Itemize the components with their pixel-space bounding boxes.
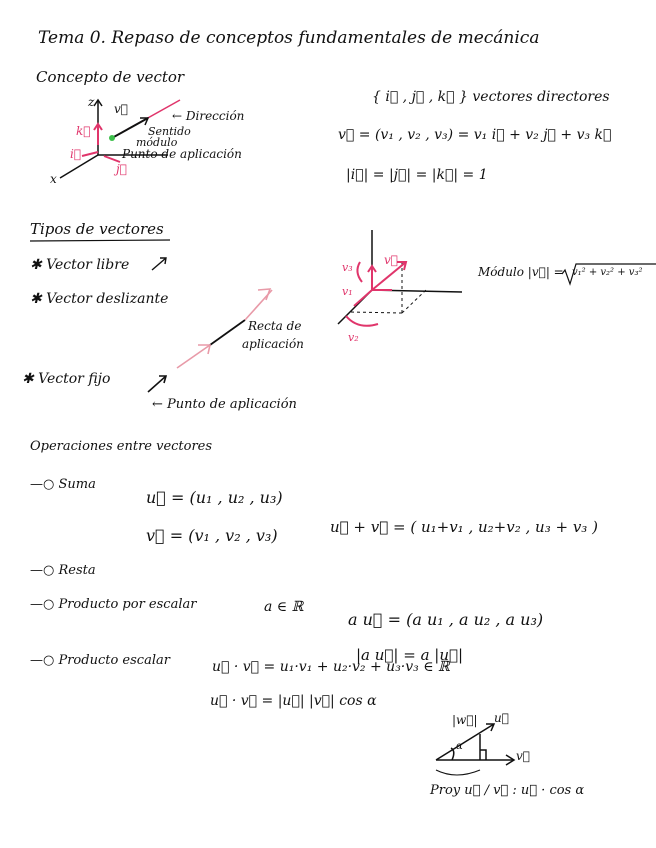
u-label-sketch: u⃗ (494, 711, 509, 725)
i-vector-label: i⃗ (70, 147, 82, 161)
v2-label: v₂ (348, 331, 359, 344)
au-norm: |a u⃗| = a |u⃗| (356, 646, 464, 664)
axes-sketch-2 (338, 230, 462, 324)
dot-cos: u⃗ · v⃗ = |u⃗| |v⃗| cos α (210, 693, 377, 709)
v-vector-label: v⃗ (114, 102, 128, 116)
axis-z-label: z (88, 95, 95, 109)
tipos-underline (30, 240, 170, 241)
v-vector-3d-label: v⃗ (384, 253, 398, 267)
vector-fijo-text: ✱ Vector fijo (22, 371, 111, 387)
suma-label: —○ Suma (30, 477, 96, 492)
j-vector-label: j⃗ (116, 162, 127, 176)
dot-definition: u⃗ · v⃗ = u₁·v₁ + u₂·v₂ + u₃·v₃ ∈ ℝ (212, 659, 450, 675)
components-sketch (346, 262, 406, 326)
proyeccion-formula: Proy u⃗ / v⃗ : u⃗ · cos α (430, 783, 585, 798)
unit-norm-formula: |i⃗| = |j⃗| = |k⃗| = 1 (346, 167, 488, 183)
modulo-formula-label: Módulo |v⃗| = (478, 265, 564, 279)
page-title: Tema 0. Repaso de conceptos fundamentales de mecánica (38, 28, 540, 48)
projection-sketch (436, 724, 514, 775)
direccion-label: ← Dirección (172, 109, 245, 123)
u-definition: u⃗ = (u₁ , u₂ , u₃) (146, 488, 283, 507)
punto-label: Punto de aplicación (122, 147, 242, 161)
modulo-label: módulo (136, 136, 178, 149)
k-vector-label: k⃗ (76, 124, 91, 138)
unit-vectors-text: { i⃗ , j⃗ , k⃗ } vectores directores (372, 89, 610, 105)
v-components-formula: v⃗ = (v₁ , v₂ , v₃) = v₁ i⃗ + v₂ j⃗ + v₃ k⃗ (338, 127, 612, 143)
projection-dashes (350, 262, 426, 313)
v-label-sketch: v⃗ (516, 749, 530, 763)
au-definition: a u⃗ = (a u₁ , a u₂ , a u₃) (348, 610, 544, 629)
punto-aplicacion-label: ← Punto de aplicación (152, 397, 297, 412)
producto-escalar-label: —○ Producto escalar (30, 653, 170, 668)
axis-x-label: x (50, 172, 57, 186)
heading-operaciones: Operaciones entre vectores (30, 439, 213, 454)
recta-label-1: Recta de (248, 319, 302, 333)
heading-concepto: Concepto de vector (36, 68, 185, 86)
w-norm-label: |w⃗| (452, 713, 478, 727)
vector-fijo-arrow (148, 376, 166, 392)
vector-deslizante-text: ✱ Vector deslizante (30, 291, 169, 307)
vector-libre-arrow (152, 258, 166, 270)
v1-label: v₁ (342, 285, 353, 298)
alpha-label: α (456, 741, 463, 752)
v3-label: v₃ (342, 261, 353, 274)
suma-result: u⃗ + v⃗ = ( u₁+v₁ , u₂+v₂ , u₃ + v₃ ) (330, 518, 598, 536)
v-definition: v⃗ = (v₁ , v₂ , v₃) (146, 526, 278, 545)
vector-libre-text: ✱ Vector libre (30, 257, 130, 273)
modulo-formula-root: v₁² + v₂² + v₃² (572, 267, 643, 278)
resta-label: —○ Resta (30, 563, 96, 578)
recta-label-2: aplicación (242, 337, 304, 351)
sentido-label: Sentido (148, 125, 191, 138)
a-in-r: a ∈ ℝ (264, 599, 304, 615)
heading-tipos: Tipos de vectores (30, 220, 164, 238)
producto-escalar-num-label: —○ Producto por escalar (30, 597, 197, 612)
